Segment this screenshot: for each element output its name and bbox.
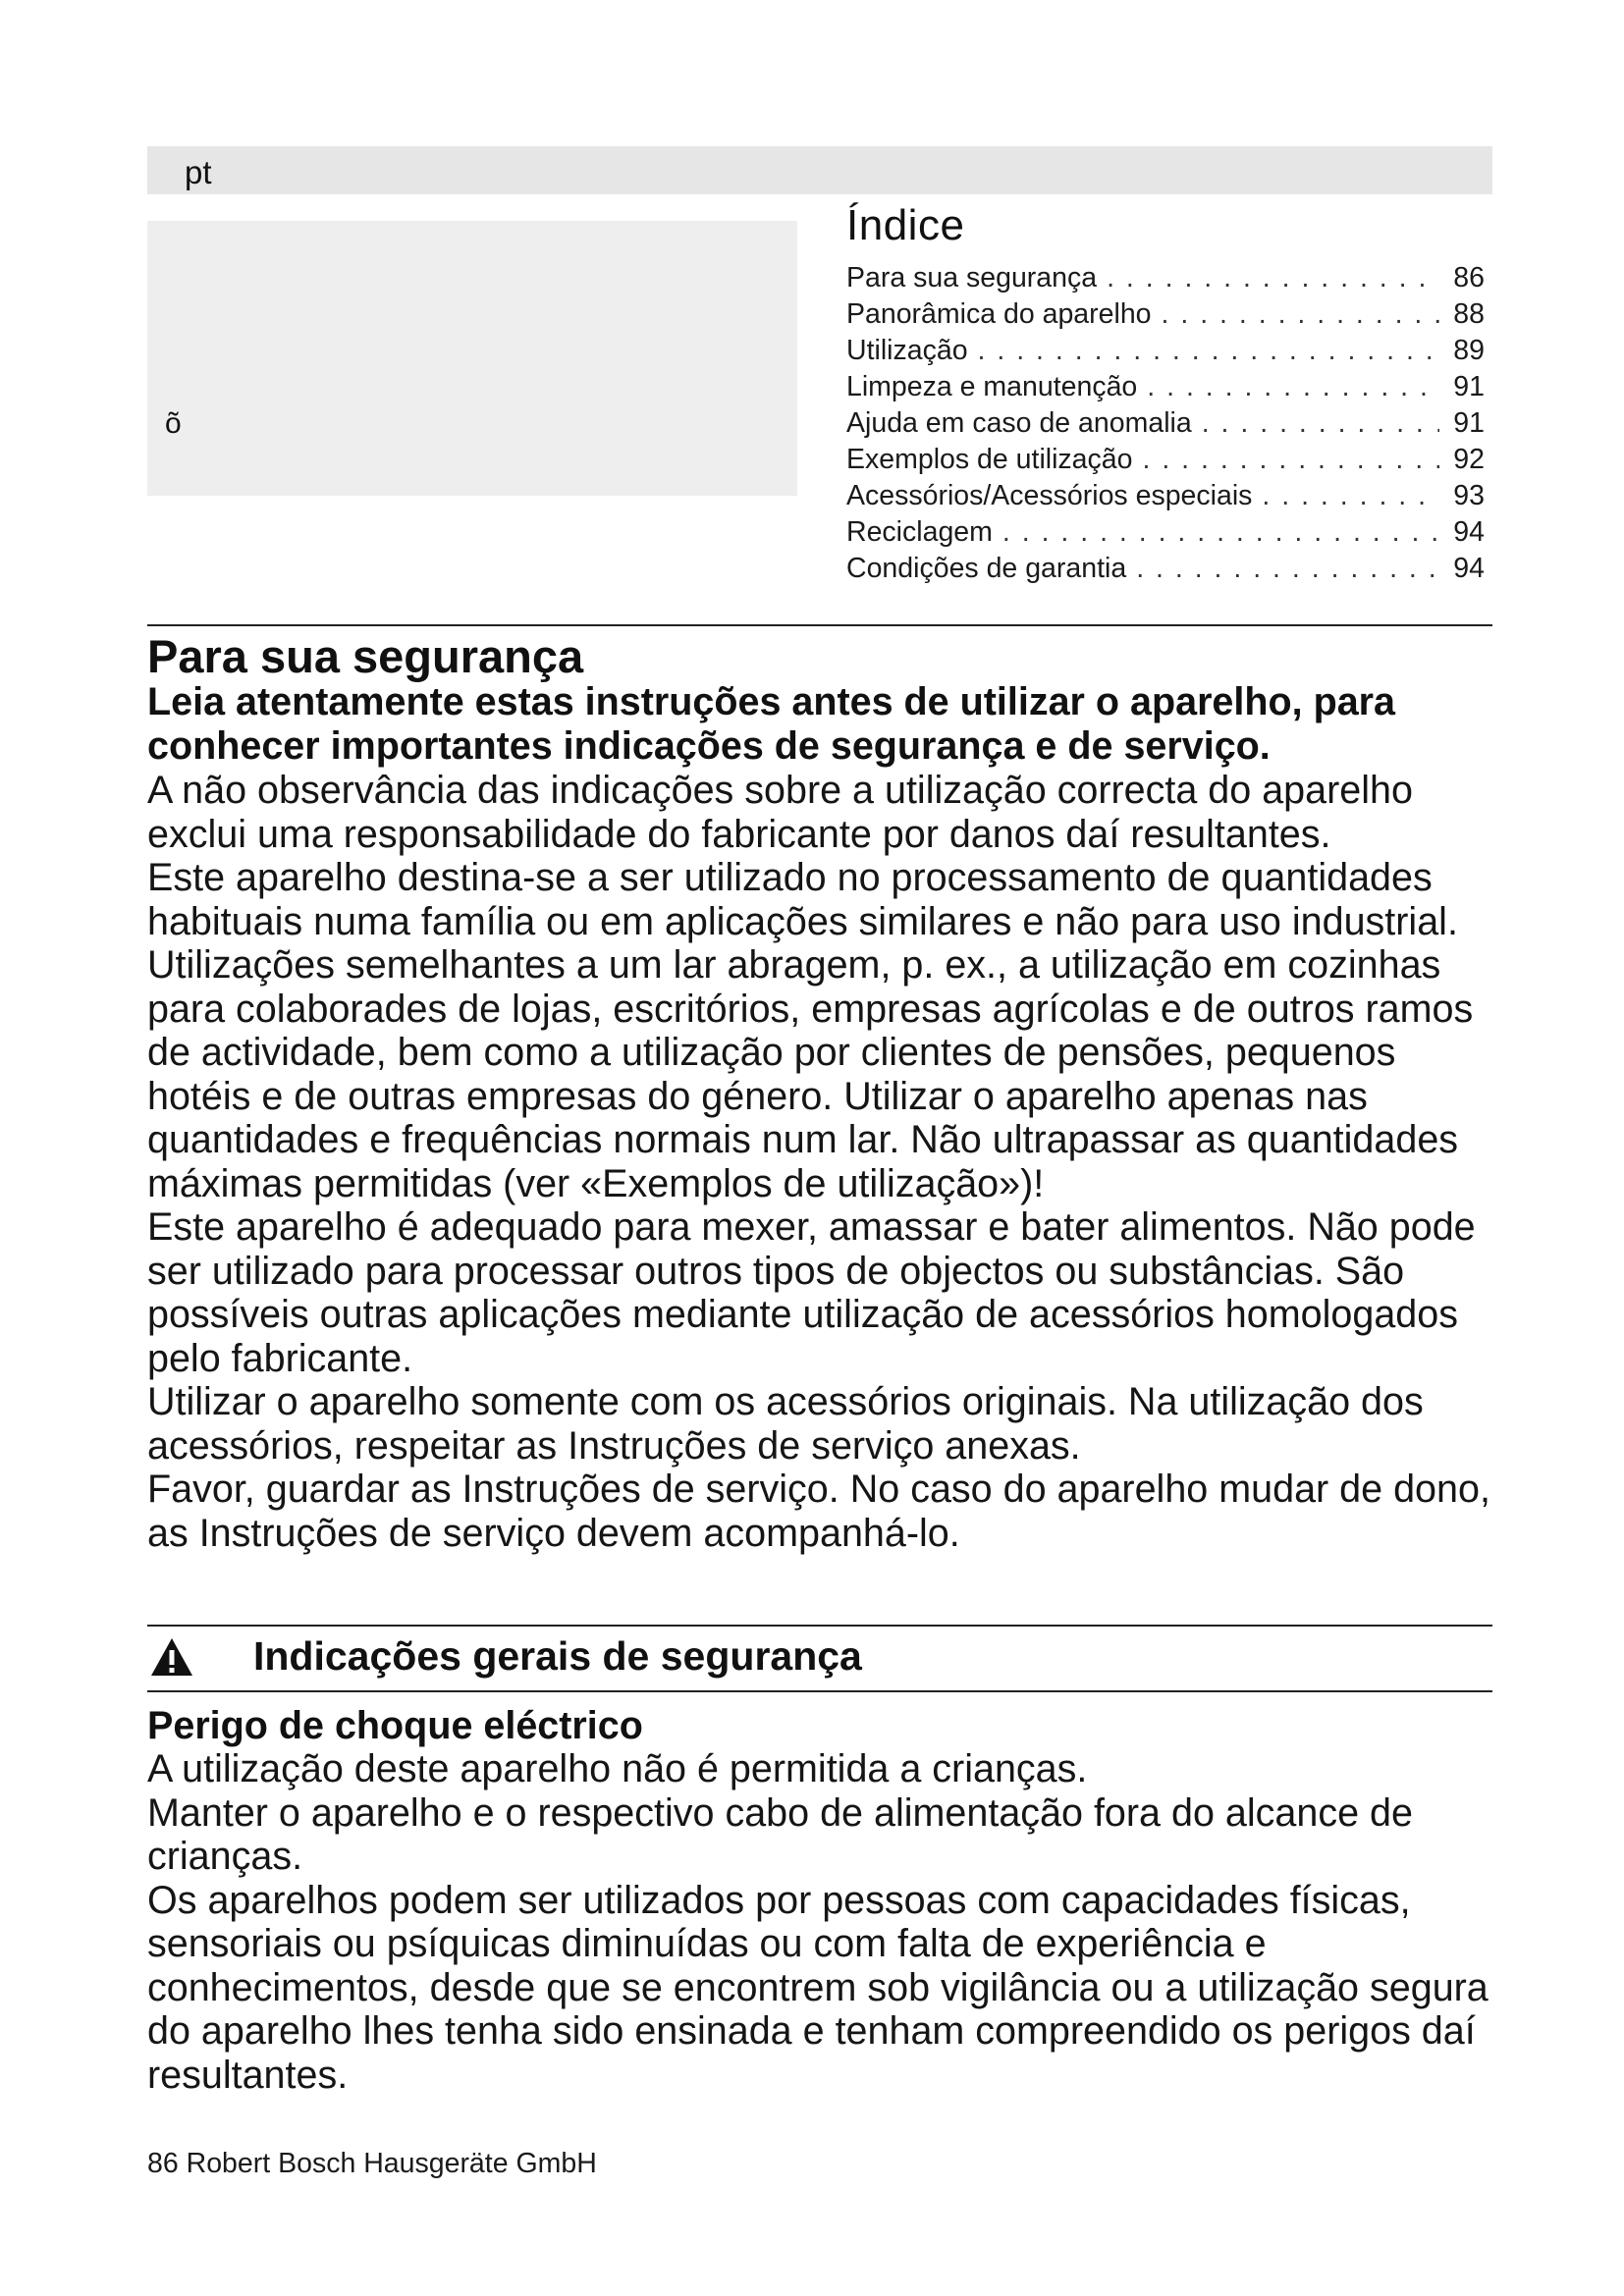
toc-item-page: 91 — [1453, 371, 1485, 402]
electric-shock-section — [147, 1704, 1492, 2097]
toc-item-page: 86 — [1453, 262, 1485, 294]
general-paragraph: Os aparelhos podem ser utilizados por pessoas com capacidades físicas, sensoriais ou psíquicas diminuídas ou com falta de experiência e conhecimentos, desde que se encontrem sob vigilância ou a utilização segura do aparelho lhes tenha sido ensinada e tenham compreendido os perigos daí resultantes. — [147, 1878, 1489, 2097]
toc-item-label: Exemplos de utilização — [846, 444, 1133, 475]
safety-paragraph: Este aparelho é adequado para mexer, amassar e bater alimentos. Não pode ser utilizado para processar outros tipos de objectos ou substâncias. São possíveis outras aplicações mediante utilização de acessórios homologados pelo fabricante. — [147, 1205, 1476, 1380]
toc-item-label: Condições de garantia — [846, 553, 1127, 584]
toc-item-label: Utilização — [846, 335, 968, 366]
toc-leader-dots — [1107, 260, 1439, 296]
toc-leader-dots — [1202, 405, 1439, 442]
toc-item[interactable] — [846, 333, 1485, 369]
page-footer: 86 Robert Bosch Hausgeräte GmbH — [147, 2148, 597, 2179]
toc-item[interactable] — [846, 478, 1485, 514]
warning-triangle-icon — [149, 1636, 194, 1678]
toc-item-page: 94 — [1453, 516, 1485, 548]
section-title: Para sua segurança — [147, 630, 584, 682]
toc-leader-dots — [1002, 514, 1439, 551]
toc-item-label: Panorâmica do aparelho — [846, 298, 1152, 330]
general-paragraph: A utilização deste aparelho não é permitida a crianças. — [147, 1747, 1088, 1790]
safety-section — [147, 630, 1492, 1555]
toc-item[interactable] — [846, 405, 1485, 442]
general-safety-title: Indicações gerais de segurança — [253, 1633, 862, 1679]
toc-item-label: Reciclagem — [846, 516, 993, 548]
toc-title: Índice — [846, 201, 965, 249]
toc-leader-dots — [1143, 442, 1440, 478]
subsection-title: Perigo de choque eléctrico — [147, 1704, 643, 1747]
toc-item-page: 88 — [1453, 298, 1485, 330]
image-caption: õ — [165, 407, 182, 440]
toc-item[interactable] — [846, 551, 1485, 587]
toc-item-label: Para sua segurança — [846, 262, 1098, 294]
language-code: pt — [185, 154, 212, 190]
toc-leader-dots — [1136, 551, 1439, 587]
section-divider — [147, 1690, 1492, 1692]
safety-paragraph: Utilizar o aparelho somente com os acessórios originais. Na utilização dos acessórios, respeitar as Instruções de serviço anexas. — [147, 1380, 1424, 1468]
toc-item[interactable] — [846, 369, 1485, 405]
table-of-contents — [846, 201, 1485, 587]
toc-leader-dots — [978, 333, 1439, 369]
language-header-bar — [147, 146, 1492, 194]
toc-item[interactable] — [846, 296, 1485, 333]
safety-paragraph: A não observância das indicações sobre a utilização correcta do aparelho exclui uma responsabilidade do fabricante por danos daí resultantes. — [147, 769, 1413, 856]
toc-item[interactable] — [846, 514, 1485, 551]
toc-leader-dots — [1162, 296, 1439, 333]
toc-item-page: 89 — [1453, 335, 1485, 366]
toc-item-label: Acessórios/Acessórios especiais — [846, 480, 1253, 511]
toc-item[interactable] — [846, 260, 1485, 296]
image-placeholder-box — [147, 221, 797, 496]
toc-item-page: 91 — [1453, 407, 1485, 439]
safety-lead-text: Leia atentamente estas instruções antes de utilizar o aparelho, para conhecer importantes indicações de segurança e de serviço. — [147, 680, 1396, 768]
safety-paragraph: Favor, guardar as Instruções de serviço. No caso do aparelho mudar de dono, as Instruções de serviço devem acompanhá-lo. — [147, 1468, 1490, 1555]
toc-item-label: Limpeza e manutenção — [846, 371, 1138, 402]
safety-paragraph: Este aparelho destina-se a ser utilizado no processamento de quantidades habituais numa família ou em aplicações similares e não para uso industrial. Utilizações semelhantes a um lar abragem, p. ex., a utilização em cozinhas para colaborades de lojas, escritórios, empresas agrícolas e de outros ramos de actividade, bem como a utilização por clientes de pensões, pequenos hotéis e de outras empresas do género. Utilizar o aparelho apenas nas quantidades e frequências normais num lar. Não ultrapassar as quantidades máximas permitidas (ver «Exemplos de utilização»)! — [147, 856, 1474, 1205]
toc-item-page: 92 — [1453, 444, 1485, 475]
toc-item-page: 94 — [1453, 553, 1485, 584]
general-paragraph: Manter o aparelho e o respectivo cabo de alimentação fora do alcance de crianças. — [147, 1790, 1413, 1878]
toc-leader-dots — [1262, 478, 1439, 514]
general-safety-header — [147, 1625, 1492, 1691]
toc-item[interactable] — [846, 442, 1485, 478]
toc-leader-dots — [1147, 369, 1439, 405]
toc-item-label: Ajuda em caso de anomalia — [846, 407, 1192, 439]
toc-item-page: 93 — [1453, 480, 1485, 511]
section-divider — [147, 624, 1492, 626]
